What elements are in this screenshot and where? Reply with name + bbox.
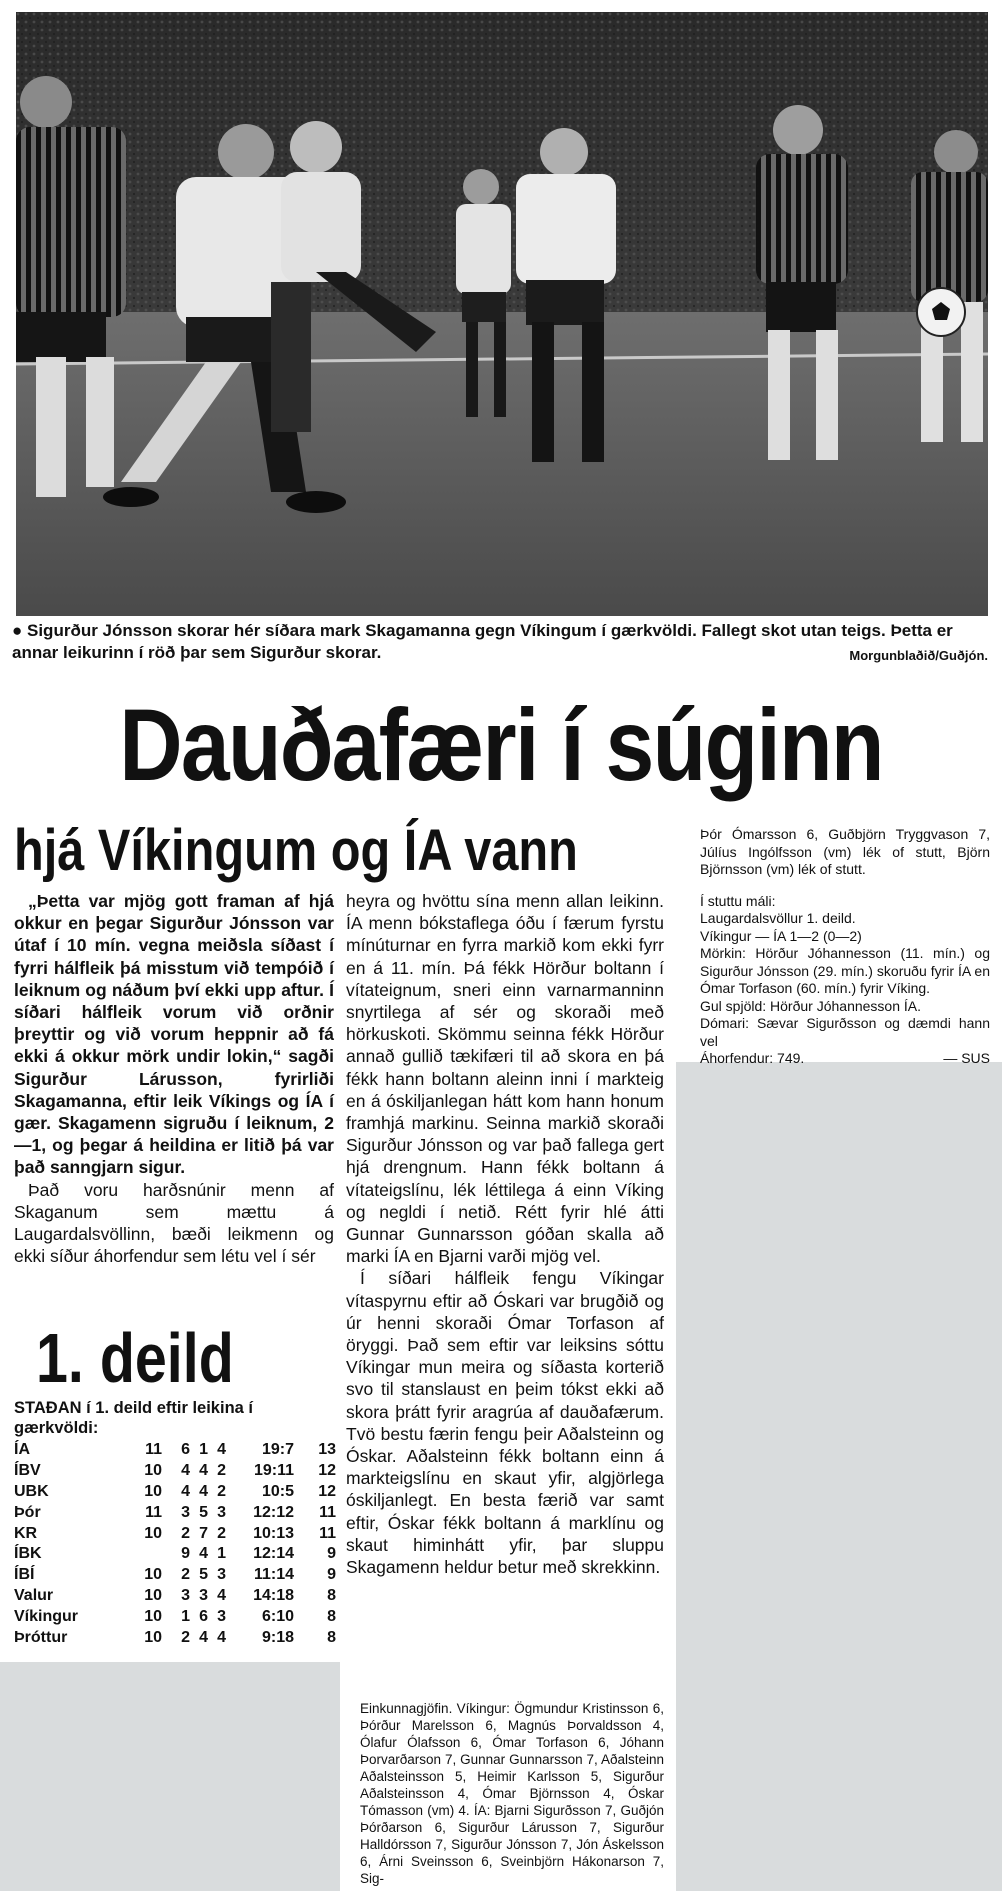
goals: Mörkin: Hörður Jóhannesson (11. mín.) og Sigurður Jónsson (29. mín.) skoruðu fyrir ÍA en Ómar Torfason (60. mín.) fyrir Víking.: [700, 945, 990, 996]
football-match-image: [16, 12, 988, 616]
paragraph: „Þetta var mjög gott framan af hjá okkur en þegar Sigurður Jónsson var útaf í 10 mín. vegna meiðsla síðast í fyrri hálfleik þá misstum við tempóið í leiknum og náðum því ekki upp aftur. Í síðari hálfleik vorum við orðnir þreyttir og við vorum heppnir að fá ekki á okkur mörk undir lokin,“ sagði Sigurður Lárusson, fyrirliði Skagamanna, eftir leik Víkings og ÍA í gær. Skagamenn sigruðu í leiknum, 2—1, og þegar á heildina er litið þá var það sanngjarn sigur.: [14, 891, 334, 1178]
attendance: Áhorfendur: 749.: [700, 1050, 805, 1066]
standings-cell-d: 4: [199, 1462, 208, 1480]
signoff: [700, 1050, 990, 1068]
standings-cell-pts: 13: [318, 1441, 336, 1459]
photo-caption: ● Sigurður Jónsson skorar hér síðara mark Skagamanna gegn Víkingum í gærkvöldi. Fallegt skot utan teigs. Þetta er annar leikurinn í röð þar sem Sigurður skorar.: [12, 621, 953, 662]
standings-cell-pts: 8: [327, 1628, 336, 1646]
standings-table: [14, 1440, 336, 1648]
referee: Dómari: Sævar Sigurðsson og dæmdi hann vel: [700, 1015, 990, 1049]
score: Víkingur — ÍA 1—2 (0—2): [700, 927, 862, 944]
standings-cell-team: UBK: [14, 1482, 49, 1500]
standings-cell-goals: 12:12: [253, 1503, 294, 1521]
standings-cell-d: 4: [199, 1545, 208, 1563]
standings-cell-l: 2: [217, 1462, 226, 1480]
standings-cell-w: 2: [181, 1628, 190, 1646]
standings-cell-goals: 19:7: [261, 1441, 294, 1459]
standings-cell-team: Valur: [14, 1586, 54, 1604]
standings-cell-p: 10: [144, 1628, 162, 1646]
standings-cell-team: ÍBK: [14, 1545, 42, 1563]
standings-cell-pts: 9: [327, 1545, 336, 1563]
standings-cell-d: 3: [199, 1586, 208, 1604]
standings-row: [14, 1482, 336, 1503]
standings-cell-l: 4: [217, 1586, 226, 1604]
standings-cell-l: 3: [217, 1607, 226, 1625]
article-column-2: [346, 890, 664, 1578]
standings-cell-goals: 9:18: [261, 1628, 294, 1646]
standings-cell-l: 3: [217, 1503, 226, 1521]
article-column-3: [700, 826, 990, 1068]
paragraph: Það voru harðsnúnir menn af Skaganum sem mættu á Laugardalsvöllinn, bæði leikmenn og ekki síður áhorfendur sem létu vel í sér: [14, 1179, 334, 1267]
player-grades: Einkunnagjöfin. Víkingur: Ögmundur Kristinsson 6, Þórður Marelsson 6, Magnús Þorvaldsson 4, Ólafur Ólafsson 6, Ómar Torfason 6, Jóhann Þorvarðarson 7, Gunnar Gunnarsson 7, Aðalsteinn Aðalsteinsson 5, Heimir Karlsson 5, Sigurður Aðalsteinsson 4, Ómar Björnsson 4, Óskar Tómasson (vm) 4. ÍA: Bjarni Sigurðsson 7, Guðjón Þórðarson 6, Sigurður Lárusson 7, Sigurður Halldórsson 7, Sigurður Jónsson 7, Jón Áskelsson 6, Árni Sveinsson 6, Sveinbjörn Hákonarson 7, Sig-: [360, 1701, 664, 1886]
standings-row: [14, 1461, 336, 1482]
standings-cell-d: 5: [199, 1503, 208, 1521]
standings-cell-team: KR: [14, 1524, 38, 1542]
standings-cell-d: 1: [199, 1441, 208, 1459]
standings-cell-team: Víkingur: [14, 1607, 79, 1625]
standings-cell-p: 10: [144, 1462, 162, 1480]
standings-cell-l: 4: [217, 1628, 226, 1646]
standings-cell-pts: 12: [318, 1462, 336, 1480]
standings-cell-d: 4: [199, 1628, 208, 1646]
standings-cell-w: 1: [181, 1607, 190, 1625]
headline: Dauðafæri í súginn: [119, 688, 883, 802]
standings-cell-pts: 12: [318, 1482, 336, 1500]
standings-cell-pts: 9: [327, 1566, 336, 1584]
standings-cell-team: ÍBÍ: [14, 1566, 35, 1584]
standings-cell-team: ÍA: [14, 1441, 30, 1459]
paragraph: heyra og hvöttu sína menn allan leikinn. ÍA menn bókstaflega óðu í færum fyrstu mínúturnar en fyrra markið kom ekki fyrr en á 11. mín. Þá fékk Hörður boltann í vítateignum, sneri einn varnarmanninn snyrtilega af sér og skoraði með hörkuskoti. Skömmu seinna fékk Hörður annað gullið tækifæri til að skora en þá fékk hann boltann aleinn inni í markteig en á óskiljanlegan hátt kom hann honum framhjá markinu. Seinna markið skoraði Sigurður Jónsson og var það fallega gert hjá drengnum. Hann fékk boltann á vítateigslínu, lék léttilega á einn Víking og negldi í netið. Rétt fyrir hlé átti Gunnar Gunnarsson góðan skalla að marki ÍA en Bjarni varði mjög vel.: [346, 891, 664, 1267]
standings-row: [14, 1627, 336, 1648]
standings-row: [14, 1523, 336, 1544]
standings-cell-pts: 8: [327, 1586, 336, 1604]
standings-cell-w: 3: [181, 1586, 190, 1604]
standings-cell-p: 10: [144, 1524, 162, 1542]
standings-cell-goals: 10:13: [253, 1524, 294, 1542]
standings-row: [14, 1440, 336, 1461]
article-column-1: [14, 890, 334, 1267]
standings-cell-l: 3: [217, 1566, 226, 1584]
football: [917, 288, 965, 336]
standings-cell-p: 10: [144, 1482, 162, 1500]
standings-row: [14, 1586, 336, 1607]
player-grades-continued: Þór Ómarsson 6, Guðbjörn Tryggvason 7, Júlíus Ingólfsson (vm) lék of stutt, Björn Björnsson (vm) lék of stutt.: [700, 826, 990, 877]
standings-cell-p: 11: [145, 1441, 162, 1459]
standings-cell-pts: 8: [327, 1607, 336, 1625]
standings-row: [14, 1606, 336, 1627]
standings-cell-goals: 10:5: [261, 1482, 294, 1500]
paragraph: Í síðari hálfleik fengu Víkingar vítaspyrnu eftir að Óskari var brugðið og úr henni skoraði Ómar Torfason af öryggi. Það sem eftir var leiksins sóttu Víkingar mun meira og síðasta korterið svo til stanslaust en þeim tókst ekki að skora þrátt fyrir aragrúa af dauðafærum. Tvö bestu færin fengu þeir Aðalsteinn og Óskar. Aðalsteinn fékk boltann einn á markteigslínu en skaut yfir, algjörlega óskiljanlegt. En besta færið var samt eftir, Óskar fékk boltann á marklínu og skaut himinhátt yfir, þar sluppu Skagamenn heldur betur með skrekkinn.: [346, 1268, 664, 1578]
standings-cell-w: 6: [181, 1441, 190, 1459]
standings-cell-p: [132, 1544, 162, 1565]
venue: Laugardalsvöllur 1. deild.: [700, 910, 856, 926]
standings-cell-l: 2: [217, 1482, 226, 1500]
standings-cell-goals: 19:11: [253, 1462, 294, 1480]
standings-cell-w: 4: [181, 1482, 190, 1500]
standings-cell-d: 7: [199, 1524, 208, 1542]
standings-cell-d: 5: [199, 1566, 208, 1584]
standings-cell-team: ÍBV: [14, 1462, 41, 1480]
photo-credit: Morgunblaðið/Guðjón.: [849, 648, 988, 663]
standings-row: [14, 1565, 336, 1586]
standings-cell-goals: 14:18: [253, 1586, 294, 1604]
cards: Gul spjöld: Hörður Jóhannesson ÍA.: [700, 997, 922, 1014]
standings-cell-goals: 11:14: [253, 1566, 294, 1584]
standings-cell-d: 6: [199, 1607, 208, 1625]
standings-cell-team: Þór: [14, 1503, 41, 1521]
standings-cell-l: 2: [217, 1524, 226, 1542]
standings-cell-d: 4: [199, 1482, 208, 1500]
standings-heading: STAÐAN í 1. deild eftir leikina í gærkvöldi:: [14, 1399, 253, 1437]
standings-cell-w: 2: [181, 1524, 190, 1542]
standings-cell-l: 4: [217, 1441, 226, 1459]
standings-row: [14, 1544, 336, 1565]
subheadline: hjá Víkingum og ÍA vann: [14, 818, 578, 883]
standings-cell-w: 3: [181, 1503, 190, 1521]
standings-cell-w: 9: [181, 1545, 190, 1563]
summary-title: Í stuttu máli:: [700, 892, 776, 909]
standings-cell-w: 4: [181, 1462, 190, 1480]
standings-cell-goals: 12:14: [253, 1545, 294, 1563]
standings-cell-p: 10: [144, 1566, 162, 1584]
standings-cell-w: 2: [181, 1566, 190, 1584]
standings-cell-p: 10: [144, 1607, 162, 1625]
standings-cell-l: 1: [217, 1545, 226, 1563]
standings-row: [14, 1502, 336, 1523]
standings-cell-p: 10: [144, 1586, 162, 1604]
author: — SUS: [943, 1050, 990, 1066]
standings-cell-pts: 11: [319, 1503, 336, 1521]
standings-cell-pts: 11: [319, 1524, 336, 1542]
league-title: 1. deild: [36, 1319, 234, 1397]
standings-cell-team: Þróttur: [14, 1628, 68, 1646]
standings-cell-p: 11: [145, 1503, 162, 1521]
match-photo: [16, 12, 988, 616]
standings-cell-goals: 6:10: [261, 1607, 294, 1625]
